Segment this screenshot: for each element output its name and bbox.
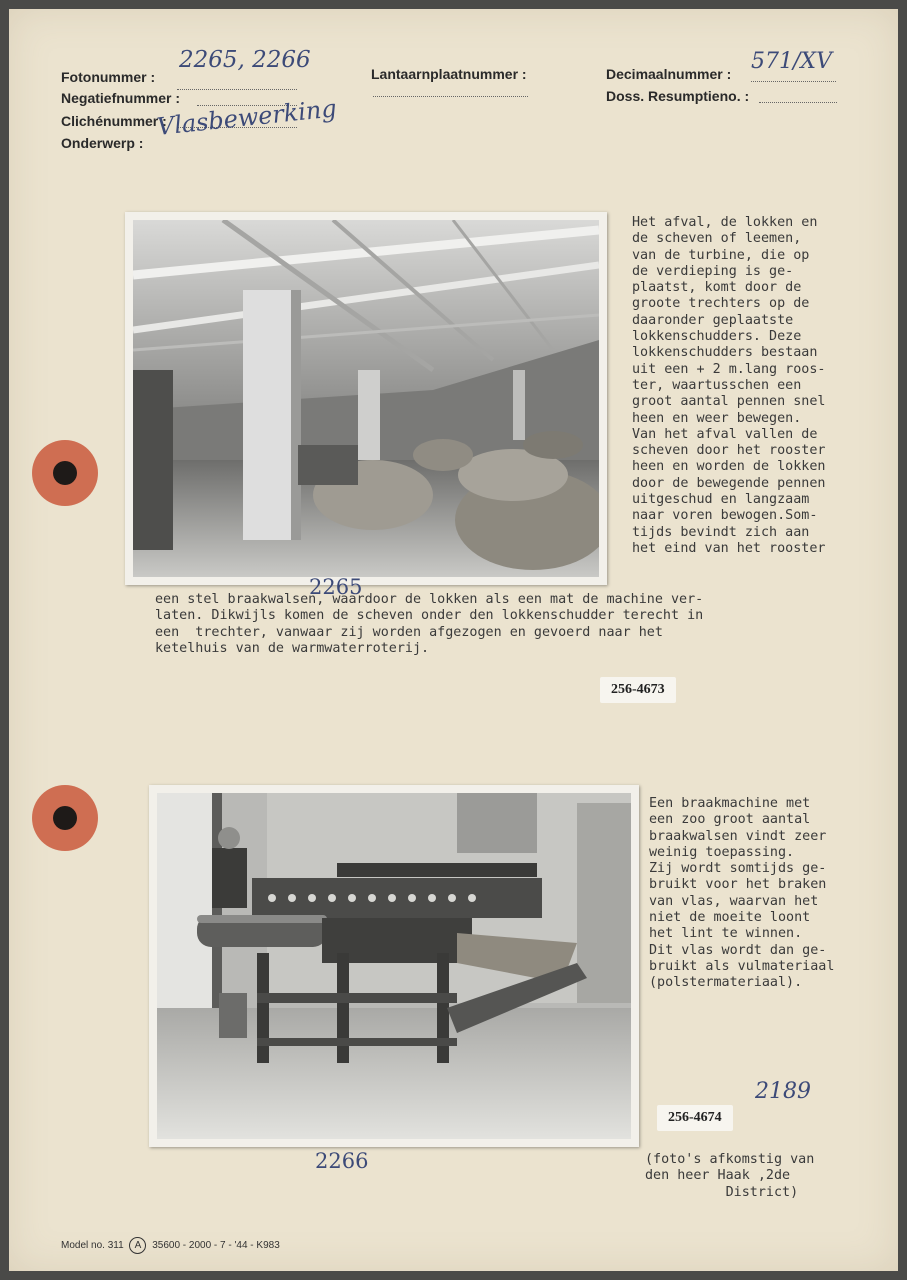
photo2-number: 2266: [315, 1149, 369, 1173]
doss-label: Doss. Resumptieno. :: [606, 88, 750, 104]
braakmachine-image: [157, 793, 631, 1139]
punch-hole-bottom: [32, 785, 98, 851]
footer-model: Model no. 311: [61, 1240, 124, 1252]
footer-code: 35600 - 2000 - 7 - '44 - K983: [152, 1240, 280, 1252]
onderwerp-label: Onderwerp :: [61, 135, 144, 151]
photo-credit: (foto's afkomstig van den heer Haak ,2de District): [645, 1152, 815, 1200]
warehouse-image: [133, 220, 599, 577]
negatiefnummer-label: Negatiefnummer :: [61, 90, 181, 106]
fotonummer-label: Fotonummer :: [61, 69, 156, 85]
photo1-bottom-text: een stel braakwalsen, waardoor de lokken als een mat de machine ver- laten. Dikwijls komen de scheven onder den lokkenschudder terecht in een trechter, vanwaar zij worden afgezogen en gevoerd naar het ketelhuis van de warmwaterroterij.: [155, 592, 704, 656]
lantaarnplaat-line: [373, 96, 528, 97]
photo1-archive-stamp: 256-4673: [600, 677, 676, 703]
form-footer: [61, 1237, 280, 1254]
doss-line: [759, 102, 837, 103]
onderwerp-value: Vlasbewerking: [155, 94, 338, 141]
fotonummer-line: [177, 89, 297, 90]
photo-warehouse: [125, 212, 607, 585]
decimaal-line: [751, 81, 836, 82]
photo2-side-text: Een braakmachine met een zoo groot aantal braakwalsen vindt zeer weinig toepassing. Zij wordt somtijds ge- bruikt voor het braken van vlas, waarvan het niet de moeite loont het lint te winnen. Dit vlas wordt dan ge- bruikt als vulmateriaal (polstermateriaal).: [649, 796, 835, 991]
publisher-logo: A: [129, 1237, 146, 1254]
lantaarnplaat-label: Lantaarnplaatnummer :: [371, 66, 527, 82]
photo2-archive-stamp: 256-4674: [657, 1105, 733, 1131]
decimaal-value: 571/XV: [751, 49, 832, 74]
photo1-side-text: Het afval, de lokken en de scheven of leemen, van de turbine, die op de verdieping is ge- plaatst, komt door de groote trechters op de daaronder geplaatste lokkenschudders. Deze lokkenschudders bestaan uit een + 2 m.lang roos- ter, waartusschen een groot aantal pennen snel heen en weer bewegen. Van het afval vallen de scheven door het rooster heen en worden de lokken door de bewegende pennen uitgeschud en langzaam naar voren bewogen.Som- tijds bevindt zich aan het eind van het rooster: [632, 215, 826, 556]
fotonummer-value: 2265, 2266: [179, 47, 311, 73]
photo1-number: 2265: [309, 575, 363, 599]
clichenummer-label: Clichénummer :: [61, 113, 167, 129]
archive-card: [9, 9, 898, 1271]
decimaal-label: Decimaalnummer :: [606, 66, 732, 82]
photo2-handwritten-number: 2189: [755, 1079, 811, 1104]
punch-hole-top: [32, 440, 98, 506]
photo-braakmachine: [149, 785, 639, 1147]
